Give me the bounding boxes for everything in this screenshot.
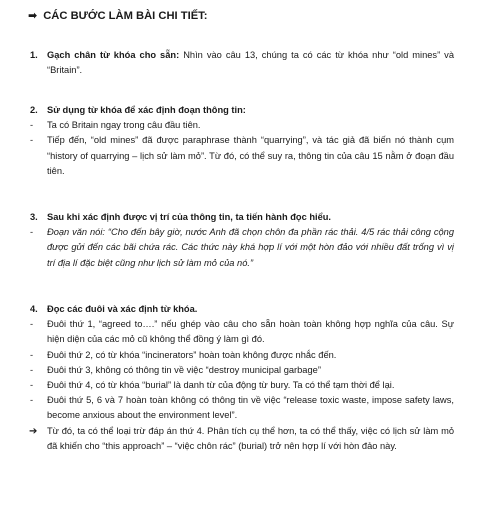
step-2 <box>30 103 454 179</box>
step-1-body: Nhìn vào câu 13, chúng ta có các từ khóa như “old mines” và “Britain”. <box>47 50 454 76</box>
step-4-bullet-5: Đuôi thứ 5, 6 và 7 hoàn toàn không có thông tin về việc “release toxic waste, impose safety laws, become anxious about the environment level”. <box>47 395 454 421</box>
section-heading <box>28 9 207 23</box>
step-1-number: 1. <box>30 50 38 60</box>
list-item <box>30 393 454 423</box>
step-2-number: 2. <box>30 105 38 115</box>
list-item <box>30 225 454 271</box>
step-1-title: Gạch chân từ khóa cho sẵn: <box>47 50 180 60</box>
list-item <box>30 317 454 347</box>
step-4 <box>30 302 454 454</box>
step-2-bullet-1: Ta có Britain ngay trong câu đầu tiên. <box>47 120 201 131</box>
step-2-title: Sử dụng từ khóa để xác định đoạn thông tin: <box>47 105 246 115</box>
step-4-number: 4. <box>30 304 38 314</box>
step-2-bullet-2: Tiếp đến, “old mines” đã được paraphrase thành “quarrying”, và tác giả đã biến nó thành cụm “history of quarrying – lịch sử làm mỏ”. Từ đó, có thể suy ra, thông tin của câu 15 nằm ở đoạn đầu tiên. <box>47 135 454 176</box>
section-heading-text: CÁC BƯỚC LÀM BÀI CHI TIẾT: <box>43 10 208 22</box>
conclusion <box>30 424 454 454</box>
list-item <box>30 133 454 179</box>
list-item <box>30 363 454 378</box>
bullet: - <box>30 135 34 146</box>
bullet: - <box>30 349 34 360</box>
bullet: - <box>30 395 34 406</box>
step-4-bullet-4: Đuôi thứ 4, có từ khóa “burial” là danh từ của động từ bury. Ta có thể tạm thời để lại. <box>47 380 395 391</box>
step-3-number: 3. <box>30 212 38 222</box>
bullet: - <box>30 227 34 238</box>
double-arrow-right-icon: ➡ <box>28 10 38 22</box>
step-4-bullet-3: Đuôi thứ 3, không có thông tin về việc “destroy municipal garbage” <box>47 364 321 375</box>
step-4-bullet-2: Đuôi thứ 2, có từ khóa “incinerators” hoàn toàn không được nhắc đến. <box>47 349 337 360</box>
bullet: - <box>30 319 34 330</box>
bullet: - <box>30 380 34 391</box>
step-3-quote: Đoạn văn nói: “Cho đến bây giờ, nước Anh đã chọn chôn đa phần rác thải. 4/5 rác thải công cộng được gửi đến các bãi chứa rác. Các thức này khá hợp lí với một hòn đảo với nhiều đất trống vì vị trí địa lí đặc biệt cũng như lịch sử làm mỏ của nó.” <box>47 227 454 268</box>
list-item <box>30 348 454 363</box>
list-item <box>30 378 454 393</box>
step-3-title: Sau khi xác định được vị trí của thông tin, ta tiến hành đọc hiểu. <box>47 212 332 222</box>
list-item <box>30 118 454 133</box>
step-4-bullet-1: Đuôi thứ 1, “agreed to….” nếu ghép vào câu cho sẵn hoàn toàn không hợp nghĩa của câu. Sự hiện diện của các mỏ cũ không thể đồng ý làm gì đó. <box>47 319 454 345</box>
step-3 <box>30 210 454 271</box>
bullet: - <box>30 120 34 131</box>
bullet: - <box>30 364 34 375</box>
step-4-conclusion: Từ đó, ta có thể loại trừ đáp án thứ 4. Phân tích cụ thể hơn, ta có thể thấy, việc có lịch sử làm mỏ đã khiến cho “this approach” – “việc chôn rác” (burial) trở nên hợp lí với hòn đảo này. <box>47 425 454 451</box>
step-1 <box>30 48 454 78</box>
step-4-title: Đọc các đuôi và xác định từ khóa. <box>47 304 198 314</box>
arrow-right-icon: ➔ <box>29 425 38 437</box>
